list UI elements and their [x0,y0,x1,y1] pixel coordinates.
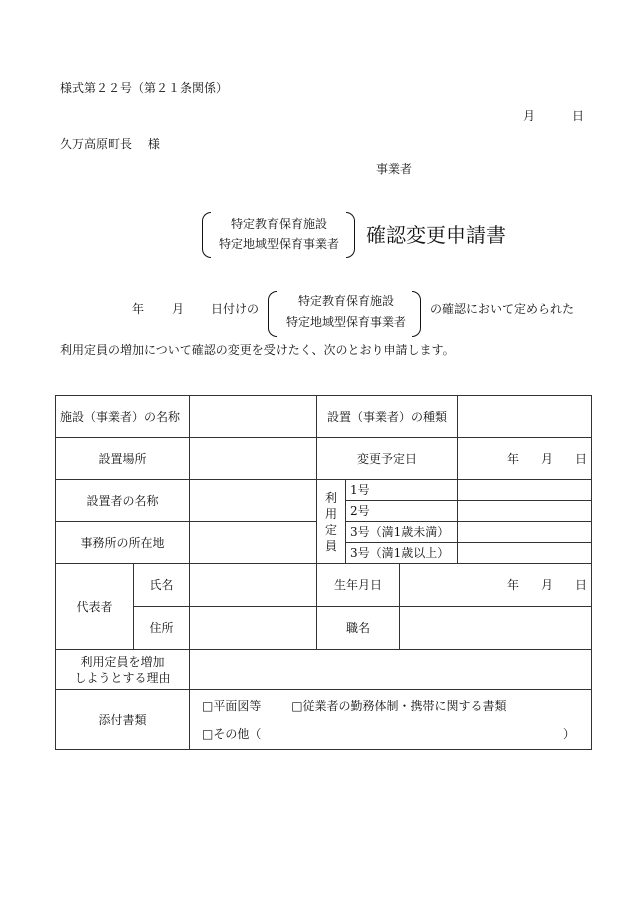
intro-brace-line2: 特定地域型保育事業者 [285,315,406,329]
attach-staffing-checkbox[interactable]: □従業者の勤務体制・携帯に関する書類 [291,698,507,713]
office-address-label: 事務所の所在地 [56,522,190,564]
title-brace-line1: 特定教育保育施設 [230,217,327,231]
intro-brace-line1: 特定教育保育施設 [297,294,394,308]
birthdate-value[interactable] [400,564,592,607]
capacity-char: 員 [325,538,338,553]
attachments-label: 添付書類 [56,690,190,750]
founder-name-label: 設置者の名称 [56,480,190,522]
title-brace-line2: 特定地域型保育事業者 [218,237,339,251]
applicant-label: 事業者 [376,162,413,176]
position-value[interactable] [400,607,592,650]
capacity-row-value[interactable] [458,480,592,501]
change-date-value[interactable] [458,438,592,480]
intro-month: 月 [172,302,185,316]
capacity-row-value[interactable] [458,522,592,543]
location-label: 設置場所 [56,438,190,480]
intro-year: 年 [132,302,145,316]
date-day-label: 日 [572,109,585,123]
birthdate-month: 月 [541,578,554,592]
capacity-char: 定 [325,522,338,537]
intro-line2: 利用定員の増加について確認の変更を受けたく、次のとおり申請します。 [60,343,455,357]
title-brace-right [346,212,355,258]
reason-label [56,650,190,690]
attachments-options [190,690,592,750]
change-date-day: 日 [575,451,588,466]
reason-label-line2: しようとする理由 [74,670,171,685]
capacity-char: 利 [325,490,338,505]
attach-other-close: ） [563,726,576,741]
capacity-row-label: 3号（満1歳未満） [346,522,458,543]
capacity-row-label: 3号（満1歳以上） [346,543,458,564]
capacity-row-value[interactable] [458,543,592,564]
birthdate-year: 年 [506,578,519,592]
application-form-table [55,395,592,750]
addressee: 久万高原町長 様 [60,137,160,151]
establishment-type-value[interactable] [458,396,592,438]
office-address-value[interactable] [190,522,317,564]
intro-day-suffix: 日付けの [211,302,260,316]
change-date-year: 年 [506,451,519,466]
rep-address-label: 住所 [134,607,190,650]
change-date-label: 変更予定日 [317,438,458,480]
intro-brace-right [412,291,421,337]
capacity-row-label: 1号 [346,480,458,501]
rep-name-label: 氏名 [134,564,190,607]
intro-after-brace: の確認において定められた [430,302,575,316]
facility-name-label: 施設（事業者）の名称 [56,396,190,438]
facility-name-value[interactable] [190,396,317,438]
birthdate-day: 日 [575,578,588,592]
capacity-row-value[interactable] [458,501,592,522]
rep-address-value[interactable] [190,607,317,650]
reason-value[interactable] [190,650,592,690]
date-month-label: 月 [523,109,536,123]
position-label: 職名 [317,607,400,650]
capacity-label [317,480,346,564]
capacity-row-label: 2号 [346,501,458,522]
title-brace-left [202,212,211,258]
attach-other-checkbox[interactable]: □その他（ [202,726,262,741]
establishment-type-label: 設置（事業者）の種類 [317,396,458,438]
reason-label-line1: 利用定員を増加 [80,654,165,669]
rep-name-value[interactable] [190,564,317,607]
form-number: 様式第２２号（第２１条関係） [60,81,229,95]
change-date-month: 月 [541,451,554,466]
attach-floor-plan-checkbox[interactable]: □平面図等 [202,698,262,713]
page-title: 確認変更申請書 [366,223,506,247]
birthdate-label: 生年月日 [317,564,400,607]
capacity-char: 用 [325,506,338,521]
location-value[interactable] [190,438,317,480]
founder-name-value[interactable] [190,480,317,522]
representative-label: 代表者 [56,564,134,650]
